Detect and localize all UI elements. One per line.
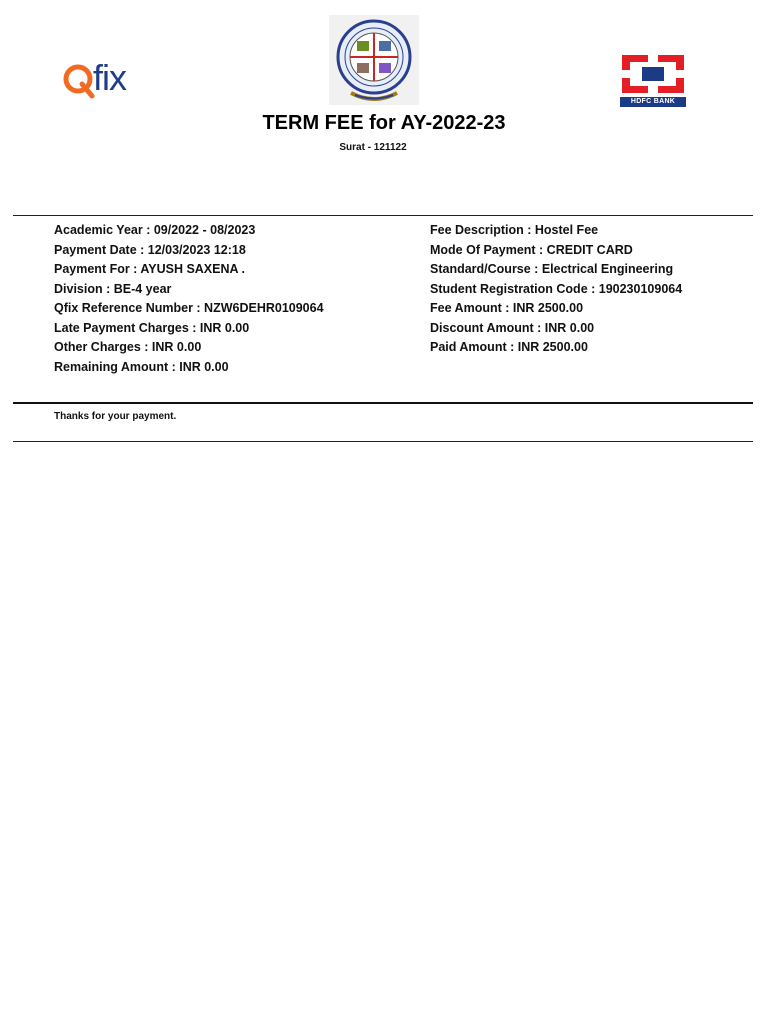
division-field: Division : BE-4 year <box>54 281 172 296</box>
page-subtitle: Surat - 121122 <box>339 142 407 153</box>
hdfc-logo-text: HDFC BANK <box>620 97 686 107</box>
bottom-divider <box>13 441 753 442</box>
qfix-logo <box>62 57 142 100</box>
college-seal <box>329 15 419 105</box>
hdfc-bank-logo <box>620 53 686 107</box>
qfix-logo-text: fix <box>93 57 126 98</box>
discount-amount-field: Discount Amount : INR 0.00 <box>430 320 595 335</box>
student-registration-code-field: Student Registration Code : 190230109064 <box>430 281 683 296</box>
fee-description-field: Fee Description : Hostel Fee <box>430 223 599 237</box>
paid-amount-field: Paid Amount : INR 2500.00 <box>430 340 588 354</box>
standard-course-field: Standard/Course : Electrical Engineering <box>430 262 674 276</box>
right-details-column <box>430 221 682 358</box>
top-divider <box>13 215 753 216</box>
qfix-q-icon <box>62 60 96 100</box>
late-payment-charges-field: Late Payment Charges : INR 0.00 <box>54 320 250 335</box>
payment-for-field: Payment For : AYUSH SAXENA . <box>54 262 246 276</box>
academic-year-field: Academic Year : 09/2022 - 08/2023 <box>54 223 256 237</box>
qfix-reference-field: Qfix Reference Number : NZW6DEHR0109064 <box>54 301 324 315</box>
remaining-amount-field: Remaining Amount : INR 0.00 <box>54 359 229 374</box>
middle-divider <box>13 402 753 404</box>
page-title: TERM FEE for AY-2022-23 <box>262 112 506 134</box>
payment-date-field: Payment Date : 12/03/2023 12:18 <box>54 242 246 257</box>
mode-of-payment-field: Mode Of Payment : CREDIT CARD <box>430 242 633 257</box>
thanks-message: Thanks for your payment. <box>54 411 177 422</box>
other-charges-field: Other Charges : INR 0.00 <box>54 340 202 354</box>
left-details-column <box>54 221 324 377</box>
college-seal-icon <box>329 15 419 105</box>
hdfc-logo-icon <box>620 53 686 97</box>
fee-amount-field: Fee Amount : INR 2500.00 <box>430 301 584 315</box>
